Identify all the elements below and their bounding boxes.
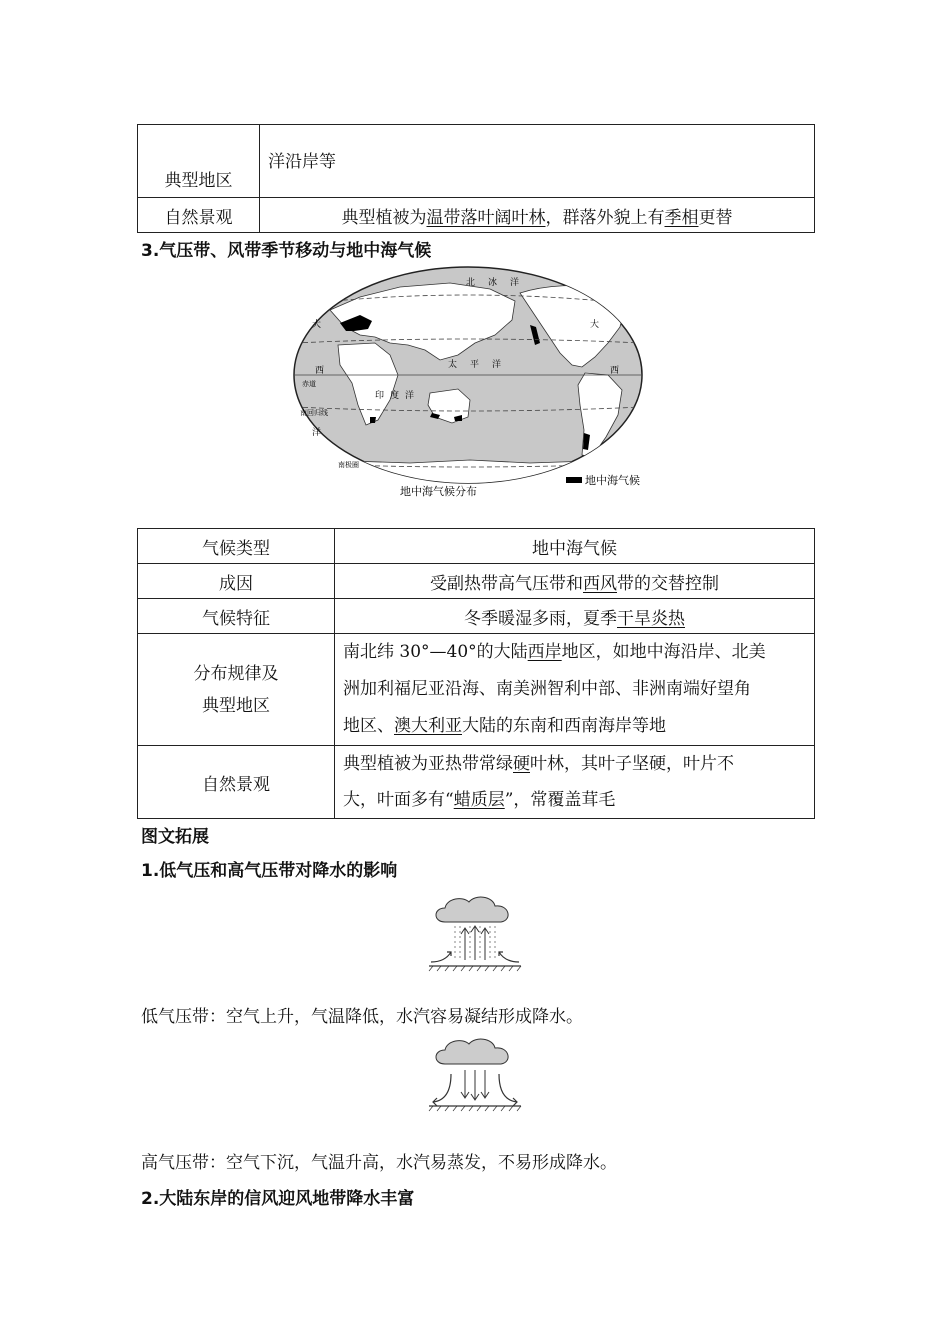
table-cell-value	[335, 564, 815, 599]
sinking-air-arrows	[461, 1070, 489, 1100]
table-cell-label	[138, 564, 335, 599]
table-cell-value	[335, 634, 815, 746]
answer-underlined: 硬	[513, 754, 530, 774]
label-features: 气候特征	[202, 608, 270, 629]
label-distribution: 分布规律及	[193, 663, 279, 684]
item-1-title: 1.低气压和高气压带对降水的影响	[141, 861, 398, 881]
high-pressure-text: 高气压带：空气下沉，气温升高，水汽易蒸发，不易形成降水。	[141, 1153, 617, 1173]
map-label: 赤道	[302, 380, 316, 388]
text: 典型植被为亚热带常绿	[343, 754, 513, 774]
text: ”，常覆盖茸毛	[504, 790, 616, 810]
label-typical-region: 典型地区	[164, 171, 233, 191]
map-label: 洋	[312, 428, 322, 438]
answer-underlined: 温带落叶阔叶林	[426, 207, 546, 228]
answer-underlined: 西风	[583, 573, 617, 594]
header-climate-type: 气候类型	[202, 538, 270, 559]
answer-underlined: 季相	[664, 207, 699, 228]
table-cell-label	[138, 529, 335, 564]
legend-label: 地中海气候	[585, 474, 640, 487]
table-cell-value	[260, 125, 815, 198]
text: 典型植被为	[341, 207, 427, 228]
table-cell-value	[335, 529, 815, 564]
map-label: 冰	[488, 278, 498, 288]
table-cell-label	[138, 198, 260, 233]
table-cell-value	[335, 599, 815, 634]
map-label: 度	[390, 391, 400, 401]
table-cell-value	[335, 746, 815, 819]
text: 地区、	[343, 716, 394, 736]
map-label: 洋	[405, 391, 415, 401]
mediterranean-climate-map	[290, 265, 660, 500]
map-label: 南回归线	[300, 409, 328, 417]
table-cell-label	[138, 634, 335, 746]
label-landscape: 自然景观	[164, 207, 233, 228]
table-cell-label	[138, 746, 335, 819]
text: 洲加利福尼亚沿海、南美洲智利中部、非洲南端好望角	[343, 679, 751, 699]
map-label: 印	[375, 391, 385, 401]
section-3-title: 3.气压带、风带季节移动与地中海气候	[141, 241, 432, 261]
text: 大，叶面多有“	[343, 790, 454, 810]
label-landscape: 自然景观	[202, 774, 270, 795]
extension-title: 图文拓展	[141, 827, 209, 847]
item-2-title: 2.大陆东岸的信风迎风地带降水丰富	[141, 1189, 415, 1209]
map-label: 太	[448, 360, 458, 370]
text: 冬季暖湿多雨，夏季	[464, 608, 617, 629]
map-label: 洋	[492, 360, 502, 370]
cloud-icon	[436, 897, 508, 922]
table-cell-label	[138, 599, 335, 634]
map-label: 洋	[510, 278, 520, 288]
table-climate	[137, 528, 815, 819]
text: ，群落外貌上有	[545, 207, 665, 228]
map-label: 南极圈	[338, 461, 359, 469]
text: 地区，如地中海沿岸、北美	[561, 642, 766, 662]
legend-swatch	[566, 477, 582, 483]
low-pressure-diagram	[425, 890, 525, 972]
map-label: 西	[610, 366, 620, 376]
text: 南北纬 30°—40°的大陆	[343, 642, 528, 662]
low-pressure-text: 低气压带：空气上升，气温降低，水汽容易凝结形成降水。	[141, 1007, 583, 1027]
table-cell-label	[138, 125, 260, 198]
map-label: 大	[590, 320, 600, 330]
map-label: 大	[312, 320, 322, 330]
cloud-icon	[436, 1039, 508, 1064]
rising-air-arrows	[461, 926, 489, 960]
text: 大陆的东南和西南海岸等地	[462, 716, 666, 736]
table-top	[137, 124, 815, 233]
label-typical-region: 典型地区	[202, 695, 270, 716]
label-cause: 成因	[219, 573, 253, 594]
ground-hatch	[429, 966, 521, 971]
header-mediterranean: 地中海气候	[532, 538, 617, 559]
answer-underlined: 干旱炎热	[617, 608, 685, 629]
map-caption: 地中海气候分布	[400, 485, 477, 498]
answer-underlined: 澳大利亚	[394, 716, 462, 736]
map-label: 平	[470, 360, 480, 370]
value-region: 洋沿岸等	[268, 152, 336, 172]
answer-underlined: 西岸	[527, 642, 562, 662]
text: 更替	[698, 207, 733, 228]
map-label: 北	[466, 278, 476, 288]
ground-hatch	[429, 1106, 521, 1111]
text: 受副热带高气压带和	[430, 573, 583, 594]
text: 带的交替控制	[617, 573, 719, 594]
map-label: 西	[315, 366, 325, 376]
table-cell-value	[260, 198, 815, 233]
text: 叶林，其叶子坚硬，叶片不	[530, 754, 734, 774]
answer-underlined: 蜡质层	[453, 790, 505, 810]
high-pressure-diagram	[425, 1034, 525, 1114]
